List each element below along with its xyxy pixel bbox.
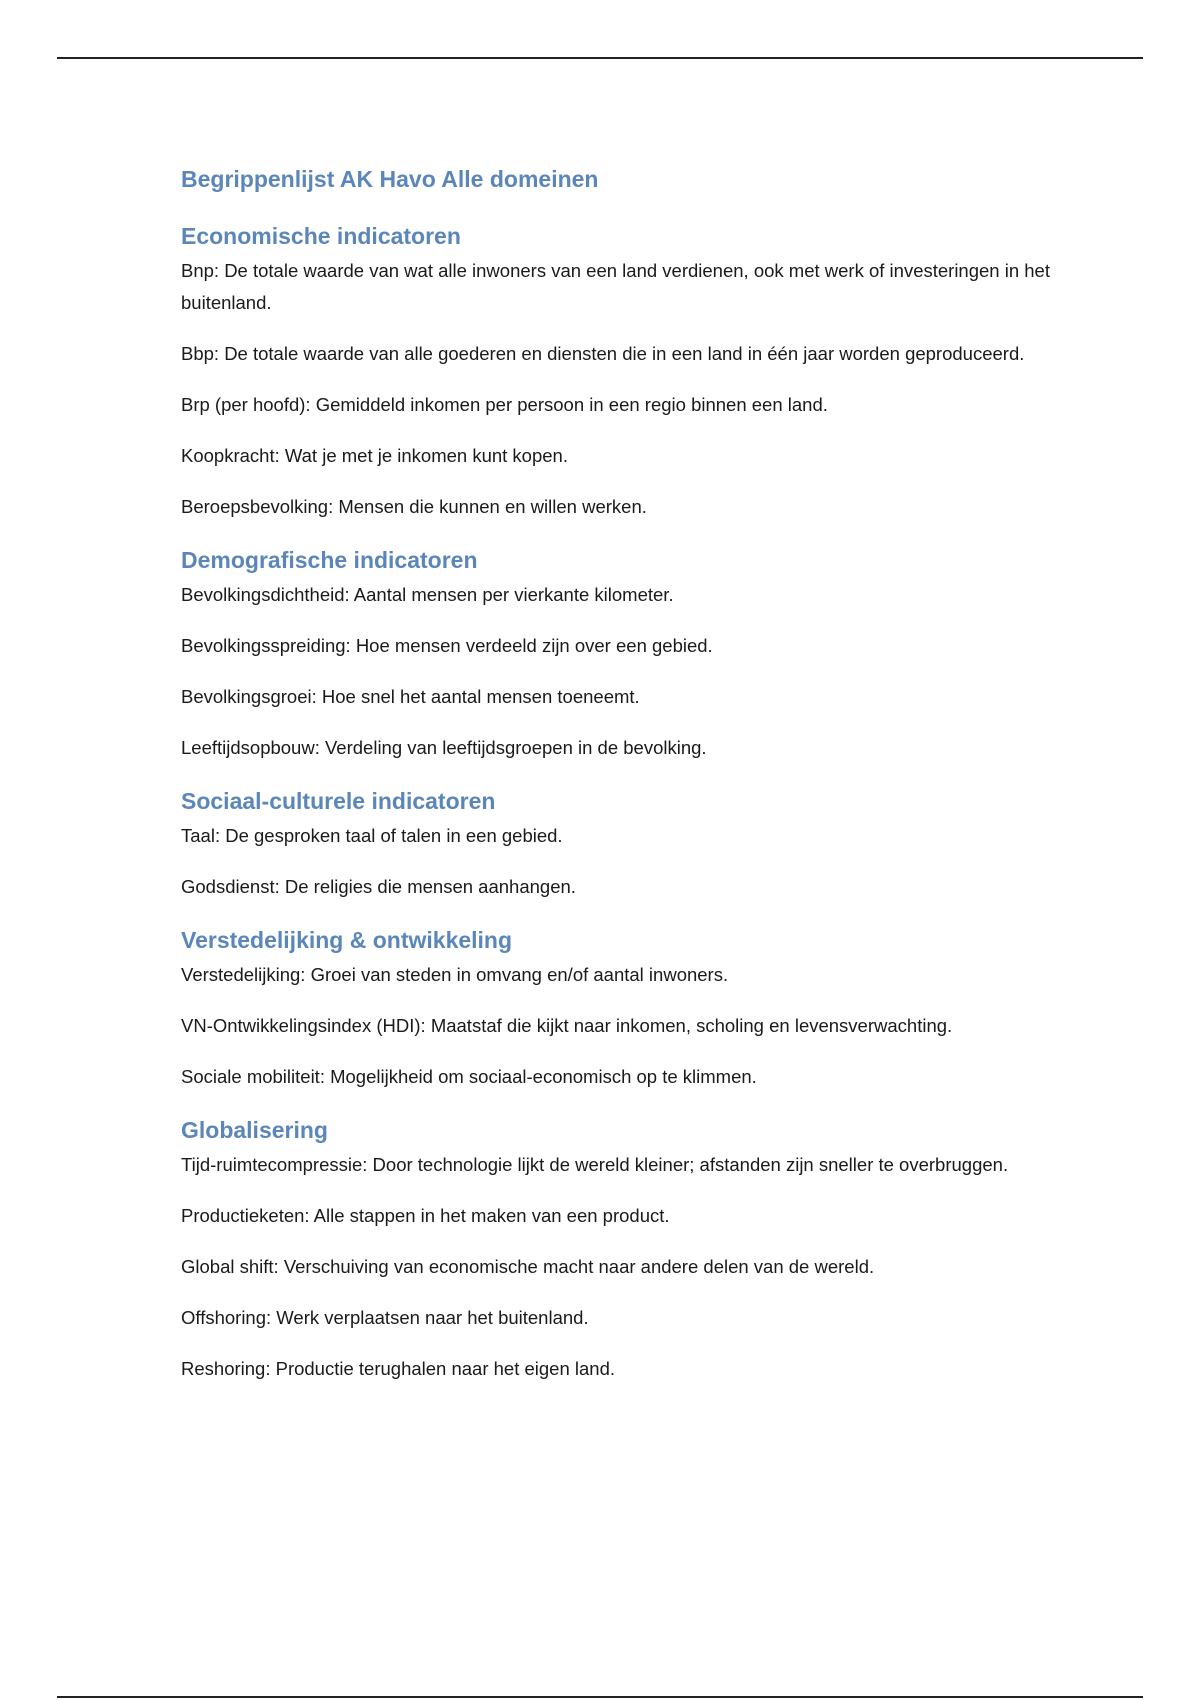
document-title: Begrippenlijst AK Havo Alle domeinen (181, 166, 599, 192)
term-entry: Offshoring: Werk verplaatsen naar het buitenland. (181, 1307, 589, 1328)
term-entry: Global shift: Verschuiving van economische macht naar andere delen van de wereld. (181, 1256, 875, 1277)
document-body (181, 165, 1061, 1407)
term-entry: Beroepsbevolking: Mensen die kunnen en willen werken. (181, 496, 647, 517)
footer-rule (57, 1696, 1143, 1698)
section-heading: Verstedelijking & ontwikkeling (181, 927, 513, 953)
section-verstedelijking-ontwikkeling (181, 925, 1061, 1093)
section-demografische-indicatoren (181, 545, 1061, 764)
term-entry: Verstedelijking: Groei van steden in omvang en/of aantal inwoners. (181, 964, 729, 985)
section-globalisering (181, 1115, 1061, 1385)
term-entry: Brp (per hoofd): Gemiddeld inkomen per persoon in een regio binnen een land. (181, 394, 828, 415)
section-heading: Sociaal-culturele indicatoren (181, 788, 496, 814)
section-sociaal-culturele-indicatoren (181, 786, 1061, 903)
term-entry: Bbp: De totale waarde van alle goederen en diensten die in een land in één jaar worden geproduceerd. (181, 343, 1025, 364)
term-entry: Sociale mobiliteit: Mogelijkheid om sociaal-economisch op te klimmen. (181, 1066, 757, 1087)
header-rule (57, 57, 1143, 59)
term-entry: Leeftijdsopbouw: Verdeling van leeftijdsgroepen in de bevolking. (181, 737, 707, 758)
term-entry: Godsdienst: De religies die mensen aanhangen. (181, 876, 576, 897)
term-entry: Bevolkingsspreiding: Hoe mensen verdeeld zijn over een gebied. (181, 635, 713, 656)
term-entry: Reshoring: Productie terughalen naar het eigen land. (181, 1358, 616, 1379)
section-heading: Economische indicatoren (181, 223, 461, 249)
term-entry: Taal: De gesproken taal of talen in een gebied. (181, 825, 563, 846)
section-economische-indicatoren (181, 221, 1061, 523)
section-heading: Demografische indicatoren (181, 547, 478, 573)
term-entry: Tijd-ruimtecompressie: Door technologie lijkt de wereld kleiner; afstanden zijn sneller te overbruggen. (181, 1154, 1009, 1175)
term-entry: Productieketen: Alle stappen in het maken van een product. (181, 1205, 670, 1226)
term-entry: Koopkracht: Wat je met je inkomen kunt kopen. (181, 445, 568, 466)
term-entry: Bnp: De totale waarde van wat alle inwoners van een land verdienen, ook met werk of investeringen in het buitenland. (181, 260, 1050, 313)
term-entry: Bevolkingsdichtheid: Aantal mensen per vierkante kilometer. (181, 584, 674, 605)
section-heading: Globalisering (181, 1117, 328, 1143)
term-entry: Bevolkingsgroei: Hoe snel het aantal mensen toeneemt. (181, 686, 640, 707)
term-entry: VN-Ontwikkelingsindex (HDI): Maatstaf die kijkt naar inkomen, scholing en levensverwachting. (181, 1015, 953, 1036)
